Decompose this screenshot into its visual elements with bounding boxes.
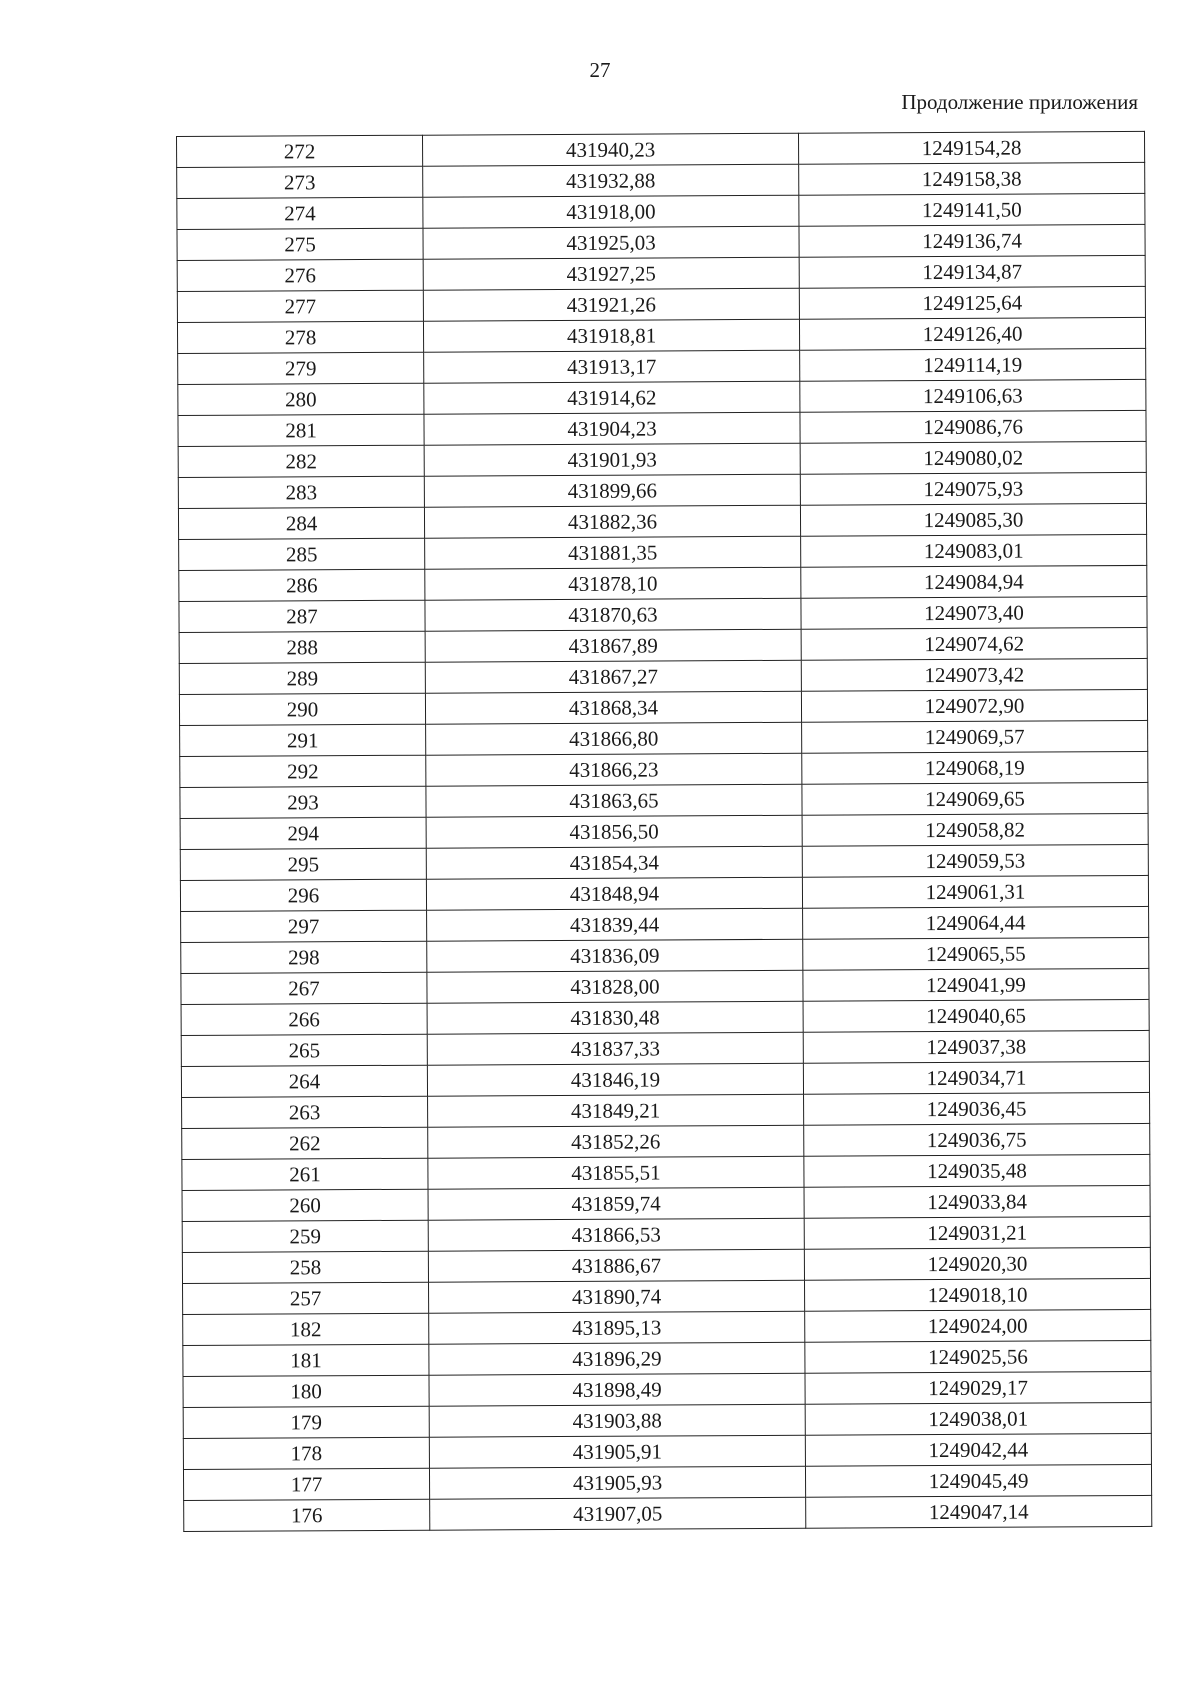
table-row [183,1278,1151,1314]
x-coordinate-cell: 431896,29 [429,1342,805,1375]
table-row [178,410,1146,446]
table-row [177,131,1145,167]
point-number-cell: 266 [181,1003,427,1035]
y-coordinate-cell: 1249061,31 [802,875,1148,908]
table-row [181,999,1149,1035]
y-coordinate-cell: 1249136,74 [799,224,1145,257]
point-number-cell: 294 [180,817,426,849]
point-number-cell: 285 [179,538,425,570]
point-number-cell: 293 [180,786,426,818]
x-coordinate-cell: 431848,94 [426,877,802,910]
table-row [182,1092,1150,1128]
point-number-cell: 274 [177,197,423,229]
point-number-cell: 263 [182,1096,428,1128]
y-coordinate-cell: 1249034,71 [803,1061,1149,1094]
point-number-cell: 257 [183,1282,429,1314]
y-coordinate-cell: 1249031,21 [804,1216,1150,1249]
point-number-cell: 261 [182,1158,428,1190]
y-coordinate-cell: 1249058,82 [802,813,1148,846]
table-row [181,968,1149,1004]
y-coordinate-cell: 1249035,48 [804,1154,1150,1187]
point-number-cell: 260 [182,1189,428,1221]
point-number-cell: 295 [180,848,426,880]
x-coordinate-cell: 431830,48 [427,1001,803,1034]
point-number-cell: 298 [181,941,427,973]
table-row [182,1123,1150,1159]
table-row [184,1495,1152,1531]
y-coordinate-cell: 1249075,93 [800,472,1146,505]
table-row [179,534,1147,570]
point-number-cell: 273 [177,166,423,198]
x-coordinate-cell: 431925,03 [423,226,799,259]
y-coordinate-cell: 1249025,56 [805,1340,1151,1373]
point-number-cell: 179 [183,1406,429,1438]
table-row [179,565,1147,601]
point-number-cell: 181 [183,1344,429,1376]
x-coordinate-cell: 431863,65 [426,784,802,817]
y-coordinate-cell: 1249084,94 [801,565,1147,598]
table-row [183,1309,1151,1345]
x-coordinate-cell: 431907,05 [430,1497,806,1530]
y-coordinate-cell: 1249074,62 [801,627,1147,660]
x-coordinate-cell: 431881,35 [425,536,801,569]
x-coordinate-cell: 431899,66 [424,474,800,507]
table-row [180,751,1148,787]
table-row [181,1030,1149,1066]
y-coordinate-cell: 1249085,30 [800,503,1146,536]
table-row [178,441,1146,477]
y-coordinate-cell: 1249018,10 [804,1278,1150,1311]
point-number-cell: 275 [177,228,423,260]
table-row [182,1154,1150,1190]
y-coordinate-cell: 1249064,44 [803,906,1149,939]
point-number-cell: 180 [183,1375,429,1407]
x-coordinate-cell: 431836,09 [427,939,803,972]
x-coordinate-cell: 431918,81 [423,319,799,352]
table-row [180,844,1148,880]
x-coordinate-cell: 431927,25 [423,257,799,290]
table-row [183,1464,1151,1500]
x-coordinate-cell: 431859,74 [428,1187,804,1220]
point-number-cell: 279 [178,352,424,384]
y-coordinate-cell: 1249126,40 [799,317,1145,350]
point-number-cell: 288 [179,631,425,663]
table-row [181,1061,1149,1097]
point-number-cell: 177 [183,1468,429,1500]
y-coordinate-cell: 1249037,38 [803,1030,1149,1063]
x-coordinate-cell: 431837,33 [427,1032,803,1065]
y-coordinate-cell: 1249068,19 [802,751,1148,784]
x-coordinate-cell: 431913,17 [424,350,800,383]
y-coordinate-cell: 1249059,53 [802,844,1148,877]
x-coordinate-cell: 431849,21 [428,1094,804,1127]
table-row [180,782,1148,818]
table-row [177,317,1145,353]
table-row [180,720,1148,756]
x-coordinate-cell: 431890,74 [429,1280,805,1313]
point-number-cell: 284 [178,507,424,539]
table-row [182,1185,1150,1221]
x-coordinate-cell: 431866,23 [426,753,802,786]
point-number-cell: 182 [183,1313,429,1345]
y-coordinate-cell: 1249065,55 [803,937,1149,970]
table-row [177,286,1145,322]
x-coordinate-cell: 431882,36 [424,505,800,538]
table-row [183,1402,1151,1438]
x-coordinate-cell: 431854,34 [426,846,802,879]
y-coordinate-cell: 1249069,65 [802,782,1148,815]
y-coordinate-cell: 1249033,84 [804,1185,1150,1218]
table-row [182,1216,1150,1252]
table-row [178,348,1146,384]
x-coordinate-cell: 431903,88 [429,1404,805,1437]
point-number-cell: 262 [182,1127,428,1159]
table-row [183,1371,1151,1407]
x-coordinate-cell: 431839,44 [427,908,803,941]
y-coordinate-cell: 1249041,99 [803,968,1149,1001]
y-coordinate-cell: 1249036,75 [804,1123,1150,1156]
y-coordinate-cell: 1249045,49 [805,1464,1151,1497]
point-number-cell: 278 [177,321,423,353]
y-coordinate-cell: 1249080,02 [800,441,1146,474]
y-coordinate-cell: 1249036,45 [804,1092,1150,1125]
y-coordinate-cell: 1249134,87 [799,255,1145,288]
y-coordinate-cell: 1249029,17 [805,1371,1151,1404]
x-coordinate-cell: 431878,10 [425,567,801,600]
table-row [177,224,1145,260]
x-coordinate-cell: 431901,93 [424,443,800,476]
table-row [181,906,1149,942]
y-coordinate-cell: 1249040,65 [803,999,1149,1032]
table-row [177,255,1145,291]
point-number-cell: 296 [180,879,426,911]
point-number-cell: 178 [183,1437,429,1469]
x-coordinate-cell: 431828,00 [427,970,803,1003]
point-number-cell: 265 [181,1034,427,1066]
point-number-cell: 280 [178,383,424,415]
y-coordinate-cell: 1249125,64 [799,286,1145,319]
table-row [178,379,1146,415]
x-coordinate-cell: 431905,91 [429,1435,805,1468]
point-number-cell: 282 [178,445,424,477]
table-row [183,1340,1151,1376]
y-coordinate-cell: 1249024,00 [805,1309,1151,1342]
table-row [179,658,1147,694]
point-number-cell: 289 [179,662,425,694]
point-number-cell: 283 [178,476,424,508]
table-row [180,813,1148,849]
point-number-cell: 176 [184,1499,430,1531]
y-coordinate-cell: 1249158,38 [799,162,1145,195]
y-coordinate-cell: 1249020,30 [804,1247,1150,1280]
x-coordinate-cell: 431855,51 [428,1156,804,1189]
table-row [178,472,1146,508]
y-coordinate-cell: 1249073,40 [801,596,1147,629]
x-coordinate-cell: 431866,80 [426,722,802,755]
point-number-cell: 286 [179,569,425,601]
point-number-cell: 277 [177,290,423,322]
table-row [180,875,1148,911]
y-coordinate-cell: 1249154,28 [798,131,1144,164]
x-coordinate-cell: 431856,50 [426,815,802,848]
page-number: 27 [589,58,611,82]
table-row [178,503,1146,539]
x-coordinate-cell: 431921,26 [423,288,799,321]
point-number-cell: 258 [182,1251,428,1283]
x-coordinate-cell: 431905,93 [429,1466,805,1499]
y-coordinate-cell: 1249083,01 [801,534,1147,567]
x-coordinate-cell: 431870,63 [425,598,801,631]
y-coordinate-cell: 1249086,76 [800,410,1146,443]
point-number-cell: 259 [182,1220,428,1252]
y-coordinate-cell: 1249047,14 [806,1495,1152,1528]
point-number-cell: 276 [177,259,423,291]
point-number-cell: 272 [177,135,423,167]
table-row [179,689,1147,725]
x-coordinate-cell: 431846,19 [427,1063,803,1096]
x-coordinate-cell: 431867,89 [425,629,801,662]
point-number-cell: 264 [181,1065,427,1097]
table-row [182,1247,1150,1283]
table-row [183,1433,1151,1469]
y-coordinate-cell: 1249069,57 [802,720,1148,753]
point-number-cell: 297 [181,910,427,942]
x-coordinate-cell: 431886,67 [428,1249,804,1282]
y-coordinate-cell: 1249073,42 [801,658,1147,691]
table-row [179,596,1147,632]
table-row [181,937,1149,973]
y-coordinate-cell: 1249042,44 [805,1433,1151,1466]
point-number-cell: 292 [180,755,426,787]
point-number-cell: 267 [181,972,427,1004]
y-coordinate-cell: 1249141,50 [799,193,1145,226]
y-coordinate-cell: 1249072,90 [801,689,1147,722]
x-coordinate-cell: 431898,49 [429,1373,805,1406]
table-row [179,627,1147,663]
x-coordinate-cell: 431866,53 [428,1218,804,1251]
continuation-label: Продолжение приложения [901,90,1138,114]
point-number-cell: 291 [180,724,426,756]
x-coordinate-cell: 431852,26 [428,1125,804,1158]
y-coordinate-cell: 1249114,19 [800,348,1146,381]
coordinates-table [176,131,1152,1532]
y-coordinate-cell: 1249106,63 [800,379,1146,412]
x-coordinate-cell: 431904,23 [424,412,800,445]
x-coordinate-cell: 431918,00 [423,195,799,228]
table-row [177,162,1145,198]
table-row [177,193,1145,229]
x-coordinate-cell: 431914,62 [424,381,800,414]
x-coordinate-cell: 431868,34 [425,691,801,724]
y-coordinate-cell: 1249038,01 [805,1402,1151,1435]
point-number-cell: 281 [178,414,424,446]
x-coordinate-cell: 431932,88 [423,164,799,197]
x-coordinate-cell: 431895,13 [429,1311,805,1344]
x-coordinate-cell: 431867,27 [425,660,801,693]
coordinates-table-body [177,131,1152,1531]
point-number-cell: 287 [179,600,425,632]
point-number-cell: 290 [179,693,425,725]
x-coordinate-cell: 431940,23 [422,133,798,166]
